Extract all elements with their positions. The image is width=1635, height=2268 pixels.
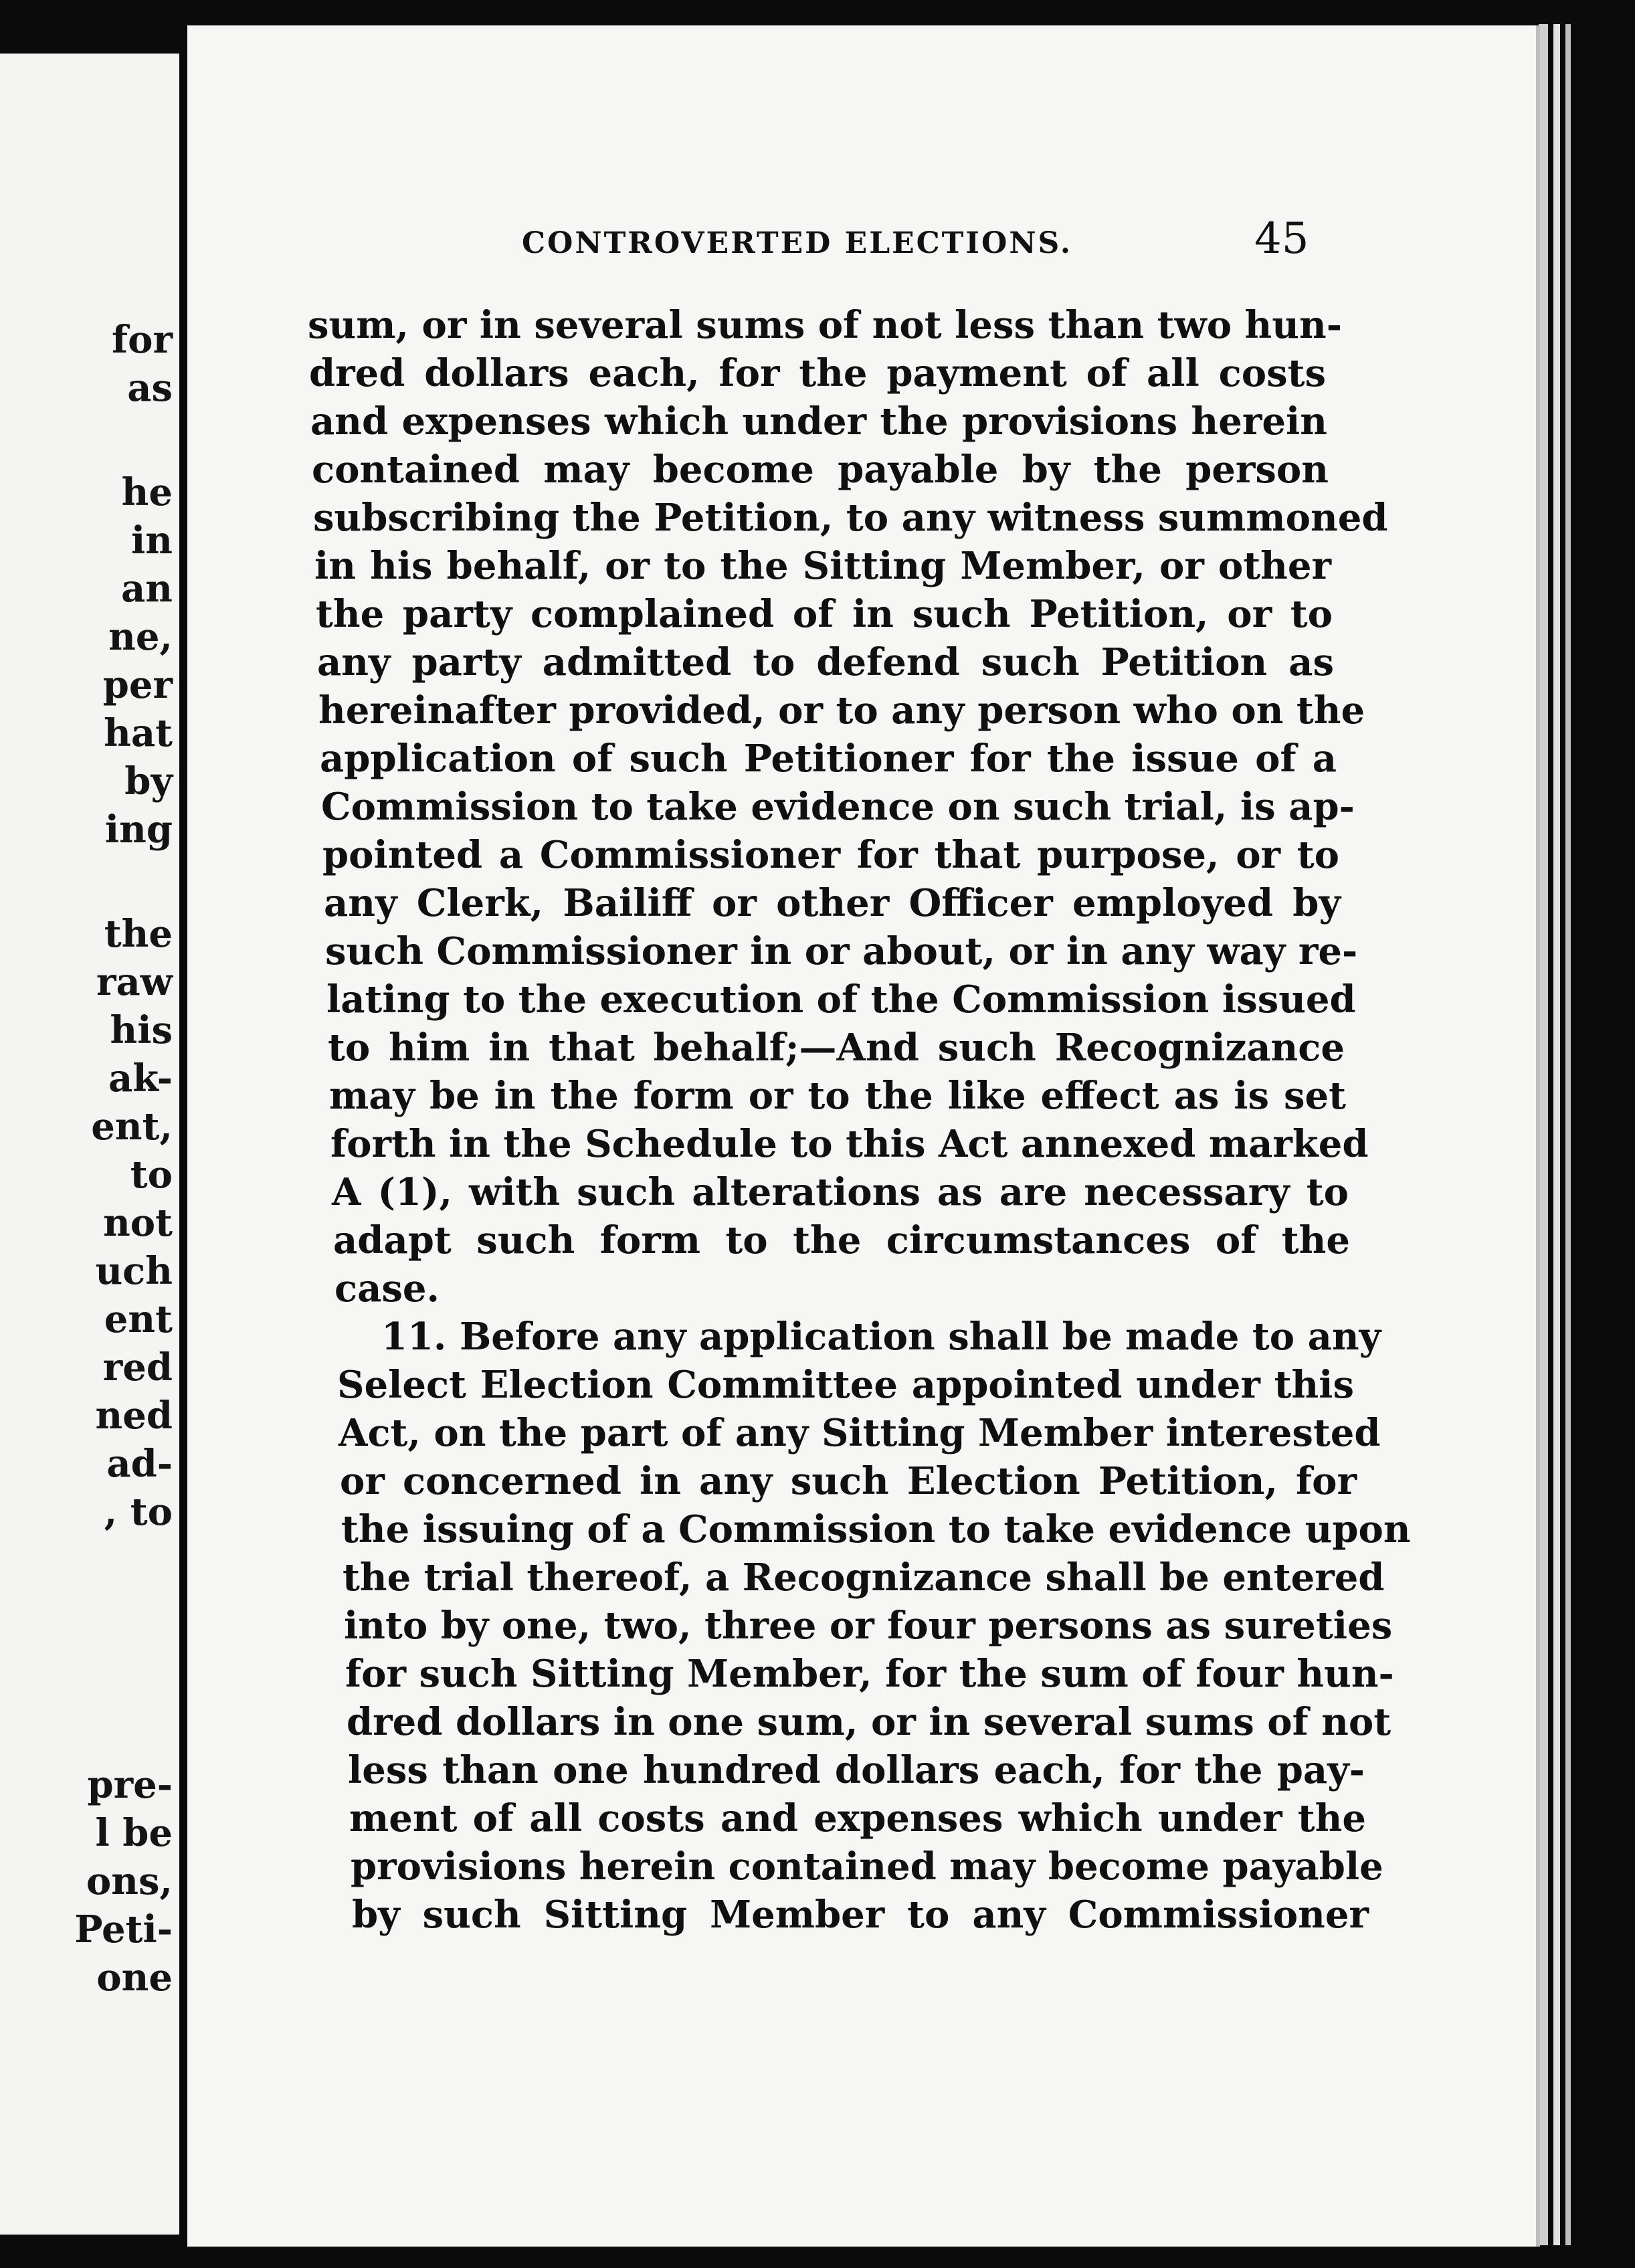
- section-line: or concerned in any such Election Petition, for: [340, 1459, 1357, 1503]
- left-page-line: not: [103, 1201, 173, 1245]
- body-line: case.: [334, 1266, 440, 1311]
- left-page-line: ent,: [91, 1105, 173, 1149]
- section-first-line: [381, 1315, 1381, 1359]
- body-line: to him in that behalf;—And such Recognizance: [328, 1026, 1345, 1070]
- left-page-line: ent: [104, 1297, 173, 1341]
- left-page-line: an: [121, 567, 173, 611]
- body-line: adapt such form to the circumstances of the: [333, 1218, 1350, 1262]
- left-page-line: uch: [95, 1249, 173, 1293]
- page-edge: [1565, 24, 1571, 2245]
- left-page-line: to: [130, 1153, 173, 1197]
- section-line: Act, on the part of any Sitting Member interested: [339, 1411, 1381, 1455]
- left-page-line: by: [124, 759, 173, 804]
- body-line: forth in the Schedule to this Act annexed marked: [330, 1122, 1369, 1166]
- left-page-line: one: [96, 1956, 173, 2000]
- section-line: provisions herein contained may become payable: [351, 1845, 1383, 1889]
- body-line: contained may become payable by the person: [312, 448, 1329, 492]
- section-line: by such Sitting Member to any Commissioner: [352, 1893, 1369, 1937]
- section-line: ment of all costs and expenses which under the: [349, 1796, 1366, 1840]
- left-page-line: per: [102, 663, 173, 707]
- body-line: sum, or in several sums of not less than two hun-: [308, 303, 1342, 347]
- left-page-line: raw: [96, 960, 173, 1004]
- left-page-line: , to: [104, 1490, 173, 1534]
- left-page-line: the: [104, 912, 173, 956]
- left-page-line: as: [127, 366, 173, 410]
- left-page-line: l be: [95, 1811, 173, 1855]
- left-page-line: hat: [104, 711, 173, 755]
- running-head: CONTROVERTED ELECTIONS.: [522, 226, 1073, 260]
- body-line: the party complained of in such Petition, or to: [316, 592, 1333, 636]
- left-page-line: ons,: [86, 1859, 173, 1903]
- section-line: the trial thereof, a Recognizance shall be entered: [343, 1555, 1385, 1600]
- section-line: into by one, two, three or four persons as sureties: [344, 1604, 1393, 1648]
- previous-page-fragment: [0, 54, 179, 2235]
- page-edge: [1539, 24, 1548, 2245]
- book-page: [187, 25, 1540, 2247]
- section-line-text: Before any application shall be made to any: [459, 1315, 1381, 1359]
- body-line: any party admitted to defend such Petition as: [317, 640, 1334, 684]
- left-page-line: in: [131, 518, 173, 563]
- left-page-line: his: [110, 1008, 173, 1052]
- section-line: dred dollars in one sum, or in several sums of not: [347, 1700, 1391, 1744]
- body-line: A (1), with such alterations as are necessary to: [332, 1170, 1349, 1214]
- body-line: any Clerk, Bailiff or other Officer employed by: [324, 881, 1341, 925]
- body-line: dred dollars each, for the payment of all costs: [309, 351, 1326, 395]
- left-page-line: Peti-: [74, 1907, 173, 1952]
- section-line: for such Sitting Member, for the sum of four hun-: [345, 1652, 1394, 1696]
- section-line: Select Election Committee appointed under this: [337, 1363, 1354, 1407]
- body-line: such Commissioner in or about, or in any way re-: [325, 929, 1358, 973]
- page-edge: [1553, 24, 1560, 2245]
- body-line: Commission to take evidence on such trial, is ap-: [321, 785, 1355, 829]
- left-page-line: pre-: [87, 1763, 173, 1807]
- section-number: 11.: [381, 1315, 447, 1359]
- page-number: 45: [1254, 214, 1309, 264]
- body-line: may be in the form or to the like effect as is set: [329, 1074, 1346, 1118]
- left-page-line: ad-: [106, 1442, 173, 1486]
- body-line: lating to the execution of the Commission issued: [326, 977, 1356, 1022]
- body-line: hereinafter provided, or to any person who on the: [318, 688, 1365, 733]
- left-page-line: ing: [104, 808, 173, 852]
- left-page-line: he: [121, 470, 173, 514]
- section-line: less than one hundred dollars each, for the pay-: [348, 1748, 1365, 1792]
- section-line: the issuing of a Commission to take evidence upon: [341, 1507, 1411, 1551]
- body-line: application of such Petitioner for the issue of a: [320, 737, 1337, 781]
- body-line: pointed a Commissioner for that purpose, or to: [322, 833, 1339, 877]
- body-line: and expenses which under the provisions herein: [310, 399, 1327, 444]
- left-page-line: for: [112, 318, 173, 362]
- body-line: subscribing the Petition, to any witness summoned: [313, 496, 1388, 540]
- left-page-line: ak-: [108, 1056, 173, 1101]
- left-page-line: ne,: [108, 615, 173, 659]
- body-line: in his behalf, or to the Sitting Member, or other: [314, 544, 1331, 588]
- left-page-line: ned: [95, 1394, 173, 1438]
- left-page-line: red: [102, 1345, 173, 1390]
